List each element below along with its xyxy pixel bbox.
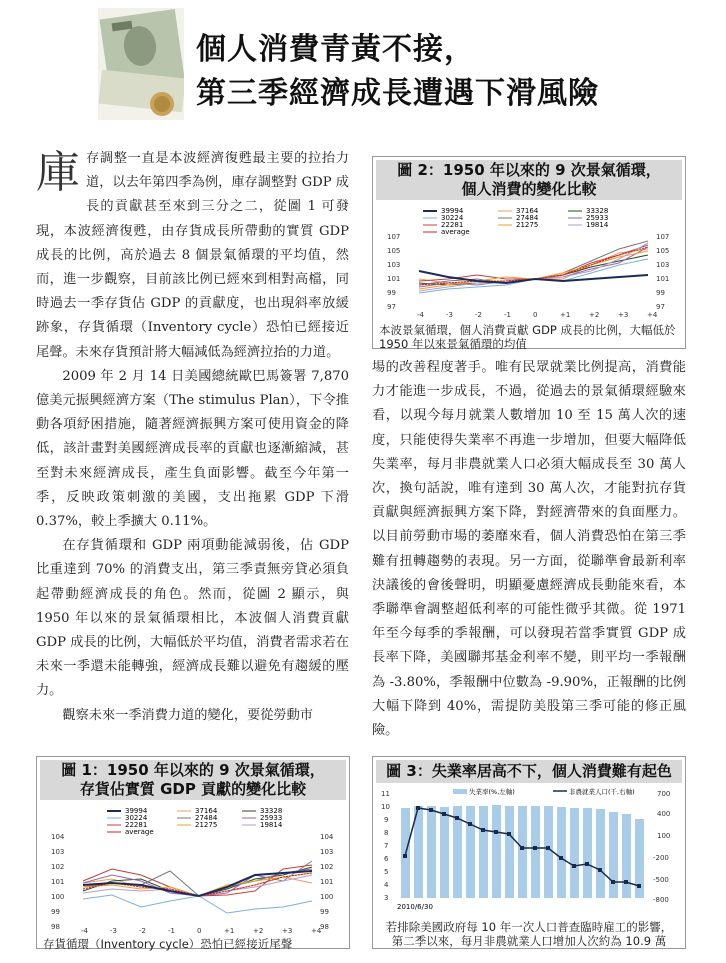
svg-text:99: 99 [387, 289, 396, 297]
svg-text:39994: 39994 [125, 807, 148, 815]
figure-2-title [376, 160, 682, 200]
svg-text:98: 98 [320, 923, 329, 931]
svg-text:+1: +1 [224, 927, 235, 933]
column-left [36, 147, 349, 728]
svg-text:25933: 25933 [260, 814, 283, 822]
paragraph-1 [36, 147, 349, 365]
svg-text:107: 107 [387, 233, 401, 241]
paragraph-5: 場的改善程度著手。唯有民眾就業比例提高，消費能力才能進一步成長，不過，從過去的景氣循環經驗來看，以現今每月就業人數增加 10 至 15 萬人次的速度，只能使得失業率不再進一步增加，但要大幅降低失業率，每月非農就業人口必須大幅成長至 30 萬人次，換句話說，唯有達到 30 萬人次，才能對抗存貨貢獻與經濟振興方案下降，對經濟帶來的負面壓力。以目前勞動市場的萎靡來看，個人消費恐怕在第三季難有扭轉趨勢的表現。另一方面，從聯準會最新利率決議後的會後聲明，明顯憂慮經濟成長動能來看，本季聯準會調整超低利率的可能性微乎其微。從 1971 年至今每季的季報酬，可以發現若當季實質 GDP 成長率下降，美國聯邦基金利率不變，則平均一季報酬為 -3.80%，季報酬中位數為 -9.90%，正報酬的比例大幅下降到 40%，需提防美股第三季可能的修正風險。 [372, 360, 686, 739]
figure-2-title-line2: 個人消費的變化比較 [461, 180, 597, 198]
svg-text:+4: +4 [647, 311, 658, 319]
svg-text:-2: -2 [475, 311, 482, 319]
figure-2-y-ticks [387, 233, 669, 311]
svg-text:-2: -2 [139, 927, 146, 933]
figure-3-y-right-ticks [653, 790, 670, 904]
figure-3-x-label: 2010/6/30 [397, 903, 433, 911]
figure-1-title-line2: 存貨佔實質 GDP 貢獻的變化比較 [79, 780, 307, 798]
svg-text:33328: 33328 [586, 207, 609, 215]
svg-text:-200: -200 [653, 854, 669, 862]
svg-text:-3: -3 [110, 927, 117, 933]
column-right [372, 356, 686, 743]
svg-text:19814: 19814 [586, 221, 609, 229]
svg-text:400: 400 [657, 810, 671, 818]
figure-1-chart [37, 803, 349, 933]
svg-text:97: 97 [656, 303, 665, 311]
drop-cap: 庫 [36, 147, 80, 198]
figure-3-caption: 若排除美國政府每 10 年一次人口普查臨時雇工的影響，第二季以來，每月非農就業人口增加人次約為 10.9 萬 [385, 920, 673, 948]
figure-2-legend [423, 207, 609, 236]
figure-1-title-line1: 圖 1：1950 年以來的 9 次景氣循環， [61, 761, 325, 779]
svg-text:103: 103 [51, 848, 65, 856]
svg-text:-4: -4 [417, 311, 424, 319]
figure-2-x-ticks [417, 311, 658, 319]
headline-line2: 第三季經濟成長遭遇下滑風險 [196, 76, 599, 111]
figure-1-x-ticks [81, 927, 322, 933]
figure-3-y-left-ticks [381, 790, 390, 902]
svg-text:37164: 37164 [195, 807, 218, 815]
svg-text:27484: 27484 [516, 214, 539, 222]
svg-text:-3: -3 [446, 311, 453, 319]
svg-text:103: 103 [320, 848, 334, 856]
svg-text:99: 99 [656, 289, 665, 297]
svg-text:7: 7 [384, 842, 389, 850]
figure-1-lines [83, 861, 312, 913]
svg-text:+3: +3 [618, 311, 629, 319]
headline-line1: 個人消費青黃不接， [196, 32, 475, 67]
svg-text:100: 100 [320, 893, 334, 901]
svg-text:3: 3 [384, 894, 389, 902]
svg-text:0: 0 [197, 927, 202, 933]
figure-2-chart [373, 203, 685, 319]
money-photo [98, 8, 184, 120]
figure-2 [372, 156, 686, 349]
figure-1-caption: 存貨循環（Inventory cycle）恐怕已經接近尾聲 [43, 937, 293, 951]
paragraph-4: 觀察未來一季消費力道的變化，要從勞動市 [62, 707, 313, 723]
svg-text:103: 103 [387, 261, 401, 269]
figure-3 [372, 756, 686, 949]
figure-3-chart [373, 786, 685, 916]
svg-text:+3: +3 [282, 927, 293, 933]
figure-1-title [40, 760, 346, 800]
paragraph-2: 2009 年 2 月 14 日美國總統歐巴馬簽署 7,870 億美元振興經濟方案（The stimulus Plan），下令推動各項紓困措施，隨著經濟振興方案可使用資金的降低，該計畫對美國經濟成長率的貢獻也逐漸縮減，甚至對未來經濟成長，產生負面影響。截至今年第一季，反映政策刺激的美國，支出拖累 GDP 下滑 0.37%，較上季擴大 0.11%。 [36, 368, 349, 530]
svg-text:101: 101 [387, 275, 401, 283]
svg-text:105: 105 [656, 247, 670, 255]
svg-text:22281: 22281 [125, 821, 148, 829]
svg-text:-1: -1 [168, 927, 175, 933]
svg-text:104: 104 [51, 833, 65, 841]
svg-text:11: 11 [381, 790, 390, 798]
svg-text:101: 101 [51, 878, 65, 886]
svg-text:+1: +1 [560, 311, 571, 319]
svg-text:22281: 22281 [441, 221, 464, 229]
svg-text:-4: -4 [81, 927, 88, 933]
svg-text:-1: -1 [504, 311, 511, 319]
svg-text:8: 8 [384, 829, 389, 837]
figure-3-bars [401, 805, 644, 898]
svg-text:21275: 21275 [516, 221, 539, 229]
svg-text:101: 101 [320, 878, 334, 886]
svg-text:27484: 27484 [195, 814, 218, 822]
headline [196, 28, 716, 116]
figure-3-legend [453, 787, 635, 796]
svg-text:102: 102 [320, 863, 334, 871]
svg-text:700: 700 [657, 790, 671, 798]
svg-text:+4: +4 [311, 927, 322, 933]
svg-text:21275: 21275 [195, 821, 218, 829]
svg-text:19814: 19814 [260, 821, 283, 829]
figure-3-title [376, 760, 682, 783]
svg-text:失業率(%,左軸): 失業率(%,左軸) [469, 788, 515, 796]
svg-text:-500: -500 [653, 876, 669, 884]
svg-text:99: 99 [320, 908, 329, 916]
svg-text:33328: 33328 [260, 807, 283, 815]
paragraph-1-text: 存調整一直是本波經濟復甦最主要的拉抬力道，以去年第四季為例，庫存調整對 GDP 成長的貢獻甚至來到三分之二，從圖 1 可發現，本波經濟復甦，由存貨成長所帶動的實質 GDP 成長的比例，高於過去 8 個景氣循環的平均值，然而，進一步觀察，目前該比例已經來到相對高檔，同時過去一季存貨佔 GDP 的貢獻度，也出現斜率放緩跡象，存貨循環（Inventory cycle）恐怕已經接近尾聲。未來存貨預計將大幅減低為經濟拉抬的力道。 [36, 151, 349, 360]
figure-3-title-text: 圖 3：失業率居高不下，個人消費難有起色 [386, 762, 672, 780]
svg-text:97: 97 [387, 303, 396, 311]
svg-text:37164: 37164 [516, 207, 539, 215]
svg-text:+2: +2 [253, 927, 264, 933]
svg-text:25933: 25933 [586, 214, 609, 222]
svg-text:4: 4 [384, 881, 389, 889]
figure-2-lines [419, 241, 648, 293]
svg-text:39994: 39994 [441, 207, 464, 215]
svg-text:10: 10 [381, 803, 390, 811]
svg-text:100: 100 [657, 832, 671, 840]
figure-2-caption: 本波景氣循環，個人消費貢獻 GDP 成長的比例，大幅低於 1950 年以來景氣循環的均值 [379, 323, 676, 351]
svg-text:105: 105 [387, 247, 401, 255]
svg-text:average: average [125, 828, 154, 836]
svg-text:101: 101 [656, 275, 670, 283]
svg-text:100: 100 [51, 893, 65, 901]
figure-2-title-line1: 圖 2：1950 年以來的 9 次景氣循環， [397, 161, 661, 179]
svg-text:0: 0 [533, 311, 538, 319]
svg-text:99: 99 [51, 908, 60, 916]
svg-text:5: 5 [384, 868, 389, 876]
paragraph-3: 在存貨循環和 GDP 兩項動能減弱後，佔 GDP 比重達到 70% 的消費支出，第三季責無旁貸必須負起帶動經濟成長的角色。然而，從圖 2 顯示，與 1950 年以來的景氣循環相比，本波個人消費貢獻 GDP 成長的比例，大幅低於平均值，消費者需求若在未來一季還未能轉強，經濟成長難以避免有趨緩的壓力。 [36, 538, 349, 699]
svg-text:103: 103 [656, 261, 670, 269]
svg-text:102: 102 [51, 863, 65, 871]
svg-text:104: 104 [320, 833, 334, 841]
svg-text:30224: 30224 [125, 814, 148, 822]
svg-text:非農就業人口(千,右軸): 非農就業人口(千,右軸) [569, 788, 635, 796]
svg-text:+2: +2 [589, 311, 600, 319]
svg-text:30224: 30224 [441, 214, 464, 222]
figure-1 [36, 756, 350, 949]
svg-text:-800: -800 [653, 896, 669, 904]
svg-text:98: 98 [51, 923, 60, 931]
svg-text:6: 6 [384, 855, 389, 863]
figure-1-legend [107, 807, 283, 836]
svg-text:average: average [441, 228, 470, 236]
svg-text:9: 9 [384, 816, 389, 824]
svg-text:107: 107 [656, 233, 670, 241]
